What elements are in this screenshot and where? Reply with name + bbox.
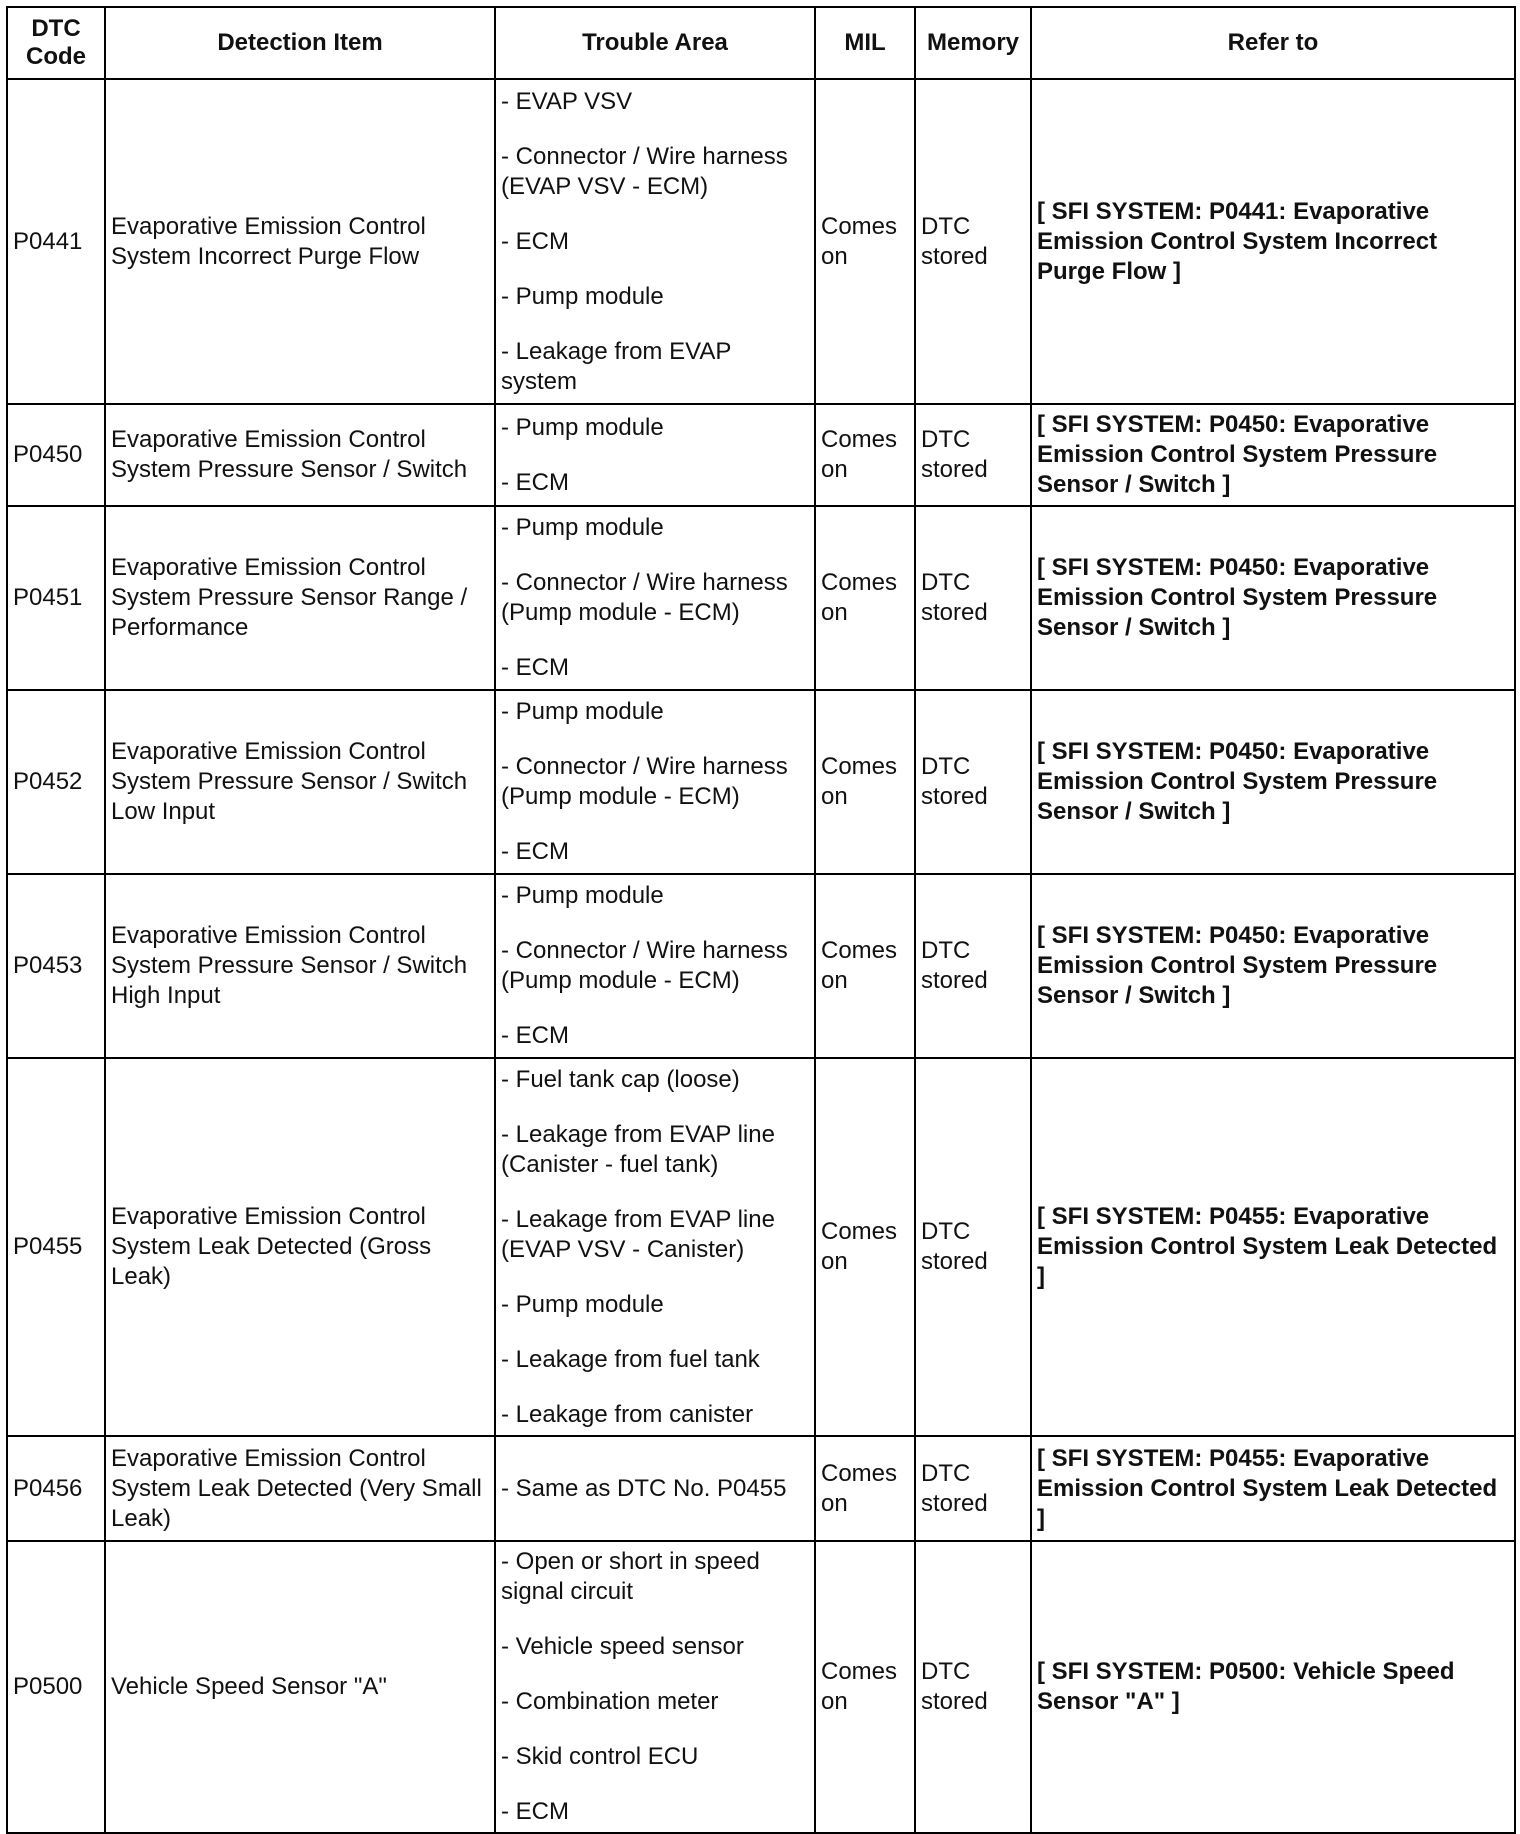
dtc-code-cell: P0451 [7,506,105,690]
trouble-area-cell [495,1436,815,1541]
trouble-area-item: - Skid control ECU [501,1743,699,1770]
trouble-area-item: - Vehicle speed sensor [501,1633,744,1660]
dtc-code-cell: P0455 [7,1058,105,1436]
dtc-table [6,6,1516,1834]
mil-cell: Comes on [815,1058,915,1436]
page [6,6,1514,1834]
trouble-area-cell [495,79,815,404]
table-row [7,1058,1515,1436]
refer-to-link: [ SFI SYSTEM: P0455: Evaporative Emission Control System Leak Detected ] [1031,1058,1515,1436]
refer-to-link: [ SFI SYSTEM: P0450: Evaporative Emission Control System Pressure Sensor / Switch ] [1031,404,1515,506]
dtc-code-cell: P0450 [7,404,105,506]
table-row [7,1541,1515,1833]
trouble-area-item: - Same as DTC No. P0455 [501,1474,787,1502]
memory-cell: DTC stored [915,1541,1031,1833]
table-row [7,79,1515,404]
table-row [7,1436,1515,1541]
trouble-area-cell [495,404,815,506]
memory-cell: DTC stored [915,1436,1031,1541]
memory-cell: DTC stored [915,506,1031,690]
table-row [7,404,1515,506]
trouble-area-list [501,87,809,397]
mil-cell: Comes on [815,874,915,1058]
refer-to-link: [ SFI SYSTEM: P0455: Evaporative Emission Control System Leak Detected ] [1031,1436,1515,1541]
detection-item-cell: Evaporative Emission Control System Leak Detected (Gross Leak) [105,1058,495,1436]
trouble-area-cell [495,690,815,874]
trouble-area-list [501,513,809,683]
trouble-area-item: - Combination meter [501,1688,719,1715]
detection-item-cell: Evaporative Emission Control System Pressure Sensor Range / Performance [105,506,495,690]
header-dtc-code: DTC Code [7,7,105,79]
trouble-area-item: - Leakage from EVAP line (EVAP VSV - Canister) [501,1205,775,1263]
trouble-area-item: - Open or short in speed signal circuit [501,1548,760,1605]
trouble-area-list [501,881,809,1051]
trouble-area-item: - Connector / Wire harness (EVAP VSV - ECM) [501,142,788,200]
header-mil: MIL [815,7,915,79]
trouble-area-item: - Pump module [501,282,664,310]
trouble-area-item: - ECM [501,1022,569,1049]
trouble-area-item: - ECM [501,838,569,865]
mil-cell: Comes on [815,79,915,404]
mil-cell: Comes on [815,404,915,506]
trouble-area-item: - Leakage from canister [501,1400,754,1428]
trouble-area-item: - ECM [501,1798,569,1825]
dtc-code-cell: P0500 [7,1541,105,1833]
mil-cell: Comes on [815,506,915,690]
trouble-area-item: - Leakage from EVAP system [501,337,731,395]
table-row [7,506,1515,690]
table-row [7,874,1515,1058]
trouble-area-cell [495,874,815,1058]
trouble-area-item: - ECM [501,654,569,681]
memory-cell: DTC stored [915,404,1031,506]
trouble-area-item: - ECM [501,468,569,496]
trouble-area-cell [495,1541,815,1833]
dtc-code-cell: P0456 [7,1436,105,1541]
trouble-area-cell [495,506,815,690]
refer-to-link: [ SFI SYSTEM: P0441: Evaporative Emission Control System Incorrect Purge Flow ] [1031,79,1515,404]
table-body [7,79,1515,1833]
mil-cell: Comes on [815,690,915,874]
trouble-area-item: - ECM [501,227,569,255]
trouble-area-item: - Fuel tank cap (loose) [501,1065,740,1093]
refer-to-link: [ SFI SYSTEM: P0450: Evaporative Emission Control System Pressure Sensor / Switch ] [1031,506,1515,690]
table-row [7,690,1515,874]
trouble-area-item: - Connector / Wire harness (Pump module - ECM) [501,753,788,810]
mil-cell: Comes on [815,1436,915,1541]
trouble-area-list [501,1474,809,1504]
detection-item-cell: Vehicle Speed Sensor "A" [105,1541,495,1833]
table-header-row [7,7,1515,79]
header-refer-to: Refer to [1031,7,1515,79]
detection-item-cell: Evaporative Emission Control System Incorrect Purge Flow [105,79,495,404]
trouble-area-item: - EVAP VSV [501,87,633,115]
trouble-area-item: - Pump module [501,698,664,725]
detection-item-cell: Evaporative Emission Control System Pressure Sensor / Switch High Input [105,874,495,1058]
header-memory: Memory [915,7,1031,79]
trouble-area-item: - Connector / Wire harness (Pump module - ECM) [501,569,788,626]
trouble-area-item: - Connector / Wire harness (Pump module - ECM) [501,937,788,994]
dtc-code-cell: P0441 [7,79,105,404]
header-detection-item: Detection Item [105,7,495,79]
trouble-area-item: - Pump module [501,413,664,441]
refer-to-link: [ SFI SYSTEM: P0450: Evaporative Emission Control System Pressure Sensor / Switch ] [1031,690,1515,874]
memory-cell: DTC stored [915,874,1031,1058]
trouble-area-cell [495,1058,815,1436]
trouble-area-item: - Pump module [501,514,664,541]
memory-cell: DTC stored [915,1058,1031,1436]
trouble-area-list [501,413,809,498]
trouble-area-item: - Leakage from fuel tank [501,1345,760,1373]
trouble-area-list [501,1547,809,1827]
detection-item-cell: Evaporative Emission Control System Pressure Sensor / Switch Low Input [105,690,495,874]
refer-to-link: [ SFI SYSTEM: P0450: Evaporative Emission Control System Pressure Sensor / Switch ] [1031,874,1515,1058]
trouble-area-list [501,1065,809,1430]
trouble-area-item: - Pump module [501,1290,664,1318]
mil-cell: Comes on [815,1541,915,1833]
detection-item-cell: Evaporative Emission Control System Pressure Sensor / Switch [105,404,495,506]
header-trouble-area: Trouble Area [495,7,815,79]
detection-item-cell: Evaporative Emission Control System Leak Detected (Very Small Leak) [105,1436,495,1541]
trouble-area-item: - Leakage from EVAP line (Canister - fuel tank) [501,1120,775,1178]
dtc-code-cell: P0453 [7,874,105,1058]
trouble-area-item: - Pump module [501,882,664,909]
trouble-area-list [501,697,809,867]
memory-cell: DTC stored [915,690,1031,874]
dtc-code-cell: P0452 [7,690,105,874]
memory-cell: DTC stored [915,79,1031,404]
refer-to-link: [ SFI SYSTEM: P0500: Vehicle Speed Sensor "A" ] [1031,1541,1515,1833]
